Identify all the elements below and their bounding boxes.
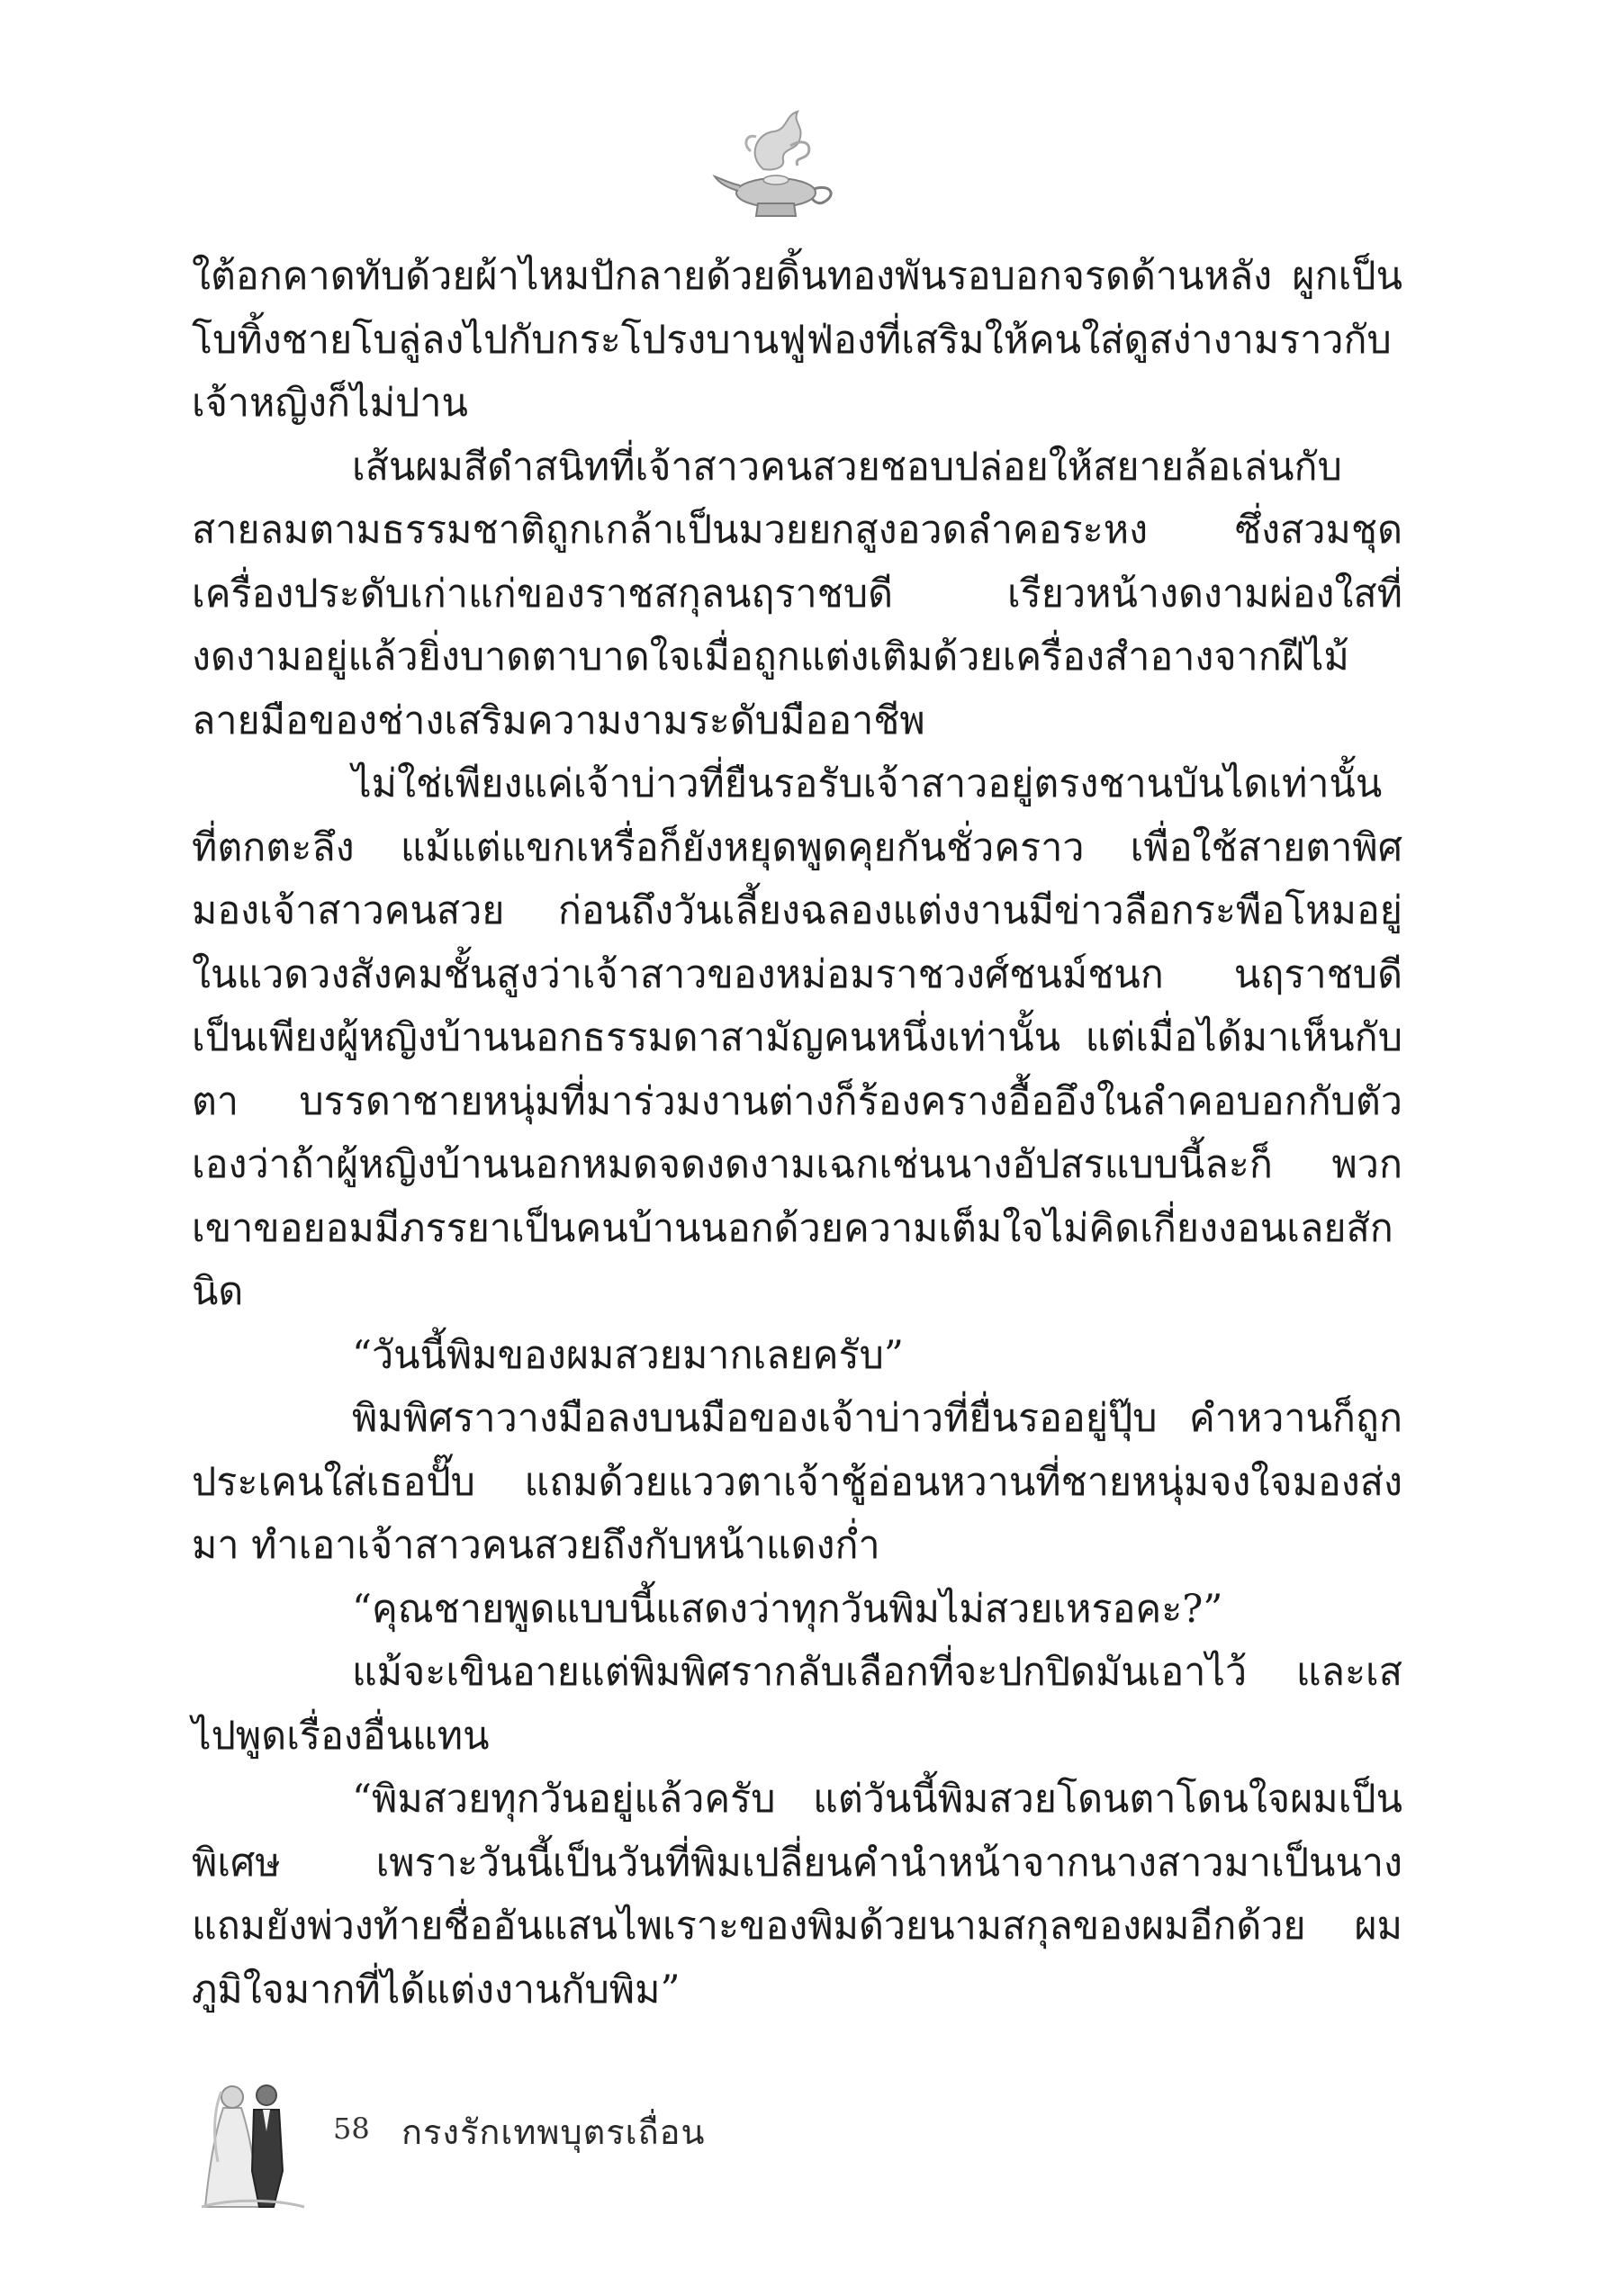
page-footer bbox=[196, 2072, 826, 2216]
lamp-smoke-icon bbox=[711, 106, 846, 232]
paragraph-1: ใต้อกคาดทับด้วยผ้าไหมปักลายด้วยดิ้นทองพันรอบอกจรดด้านหลัง ผูกเป็นโบทิ้งชายโบลู่ลงไปกับกระโปรงบานฟูฟ่องที่เสริมให้คนใส่ดูสง่างามราวกับเจ้าหญิงก็ไม่ปาน bbox=[192, 254, 1402, 426]
paragraph-4: “วันนี้พิมของผมสวยมากเลยครับ” bbox=[352, 1332, 904, 1378]
paragraph-6: “คุณชายพูดแบบนี้แสดงว่าทุกวันพิมไม่สวยเหรอคะ?” bbox=[352, 1586, 1223, 1632]
paragraph-2: เส้นผมสีดำสนิทที่เจ้าสาวคนสวยชอบปล่อยให้สยายล้อเล่นกับสายลมตามธรรมชาติถูกเกล้าเป็นมวยยกสูงอวดลำคอระหง ซึ่งสวมชุดเครื่องประดับเก่าแก่ของราชสกุลนฤราชบดี เรียวหน้างดงามผ่องใสที่งดงามอยู่แล้วยิ่งบาดตาบาดใจเมื่อถูกแต่งเติมด้วยเครื่องสำอางจากฝีไม้ลายมือของช่างเสริมความงามระดับมืออาชีพ bbox=[192, 444, 1402, 743]
paragraph-7: แม้จะเขินอายแต่พิมพิศรากลับเลือกที่จะปกปิดมันเอาไว้ และเสไปพูดเรื่องอื่นแทน bbox=[192, 1650, 1402, 1759]
paragraph-5: พิมพิศราวางมือลงบนมือของเจ้าบ่าวที่ยื่นรออยู่ปุ๊บ คำหวานก็ถูกประเคนใส่เธอปั๊บ แถมด้วยแววตาเจ้าชู้อ่อนหวานที่ชายหนุ่มจงใจมองส่งมา ทำเอาเจ้าสาวคนสวยถึงกับหน้าแดงก่ำ bbox=[192, 1396, 1402, 1568]
paragraph-3: ไม่ใช่เพียงแค่เจ้าบ่าวที่ยืนรอรับเจ้าสาวอยู่ตรงชานบันไดเท่านั้นที่ตกตะลึง แม้แต่แขกเหรื่อก็ยังหยุดพูดคุยกันชั่วคราว เพื่อใช้สายตาพิศมองเจ้าสาวคนสวย ก่อนถึงวันเลี้ยงฉลองแต่งงานมีข่าวลือกระพือโหมอยู่ในแวดวงสังคมชั้นสูงว่าเจ้าสาวของหม่อมราชวงศ์ชนม์ชนก นฤราชบดีเป็นเพียงผู้หญิงบ้านนอกธรรมดาสามัญคนหนึ่งเท่านั้น แต่เมื่อได้มาเห็นกับตา บรรดาชายหนุ่มที่มาร่วมงานต่างก็ร้องครางอื้ออึงในลำคอบอกกับตัวเองว่าถ้าผู้หญิงบ้านนอกหมดจดงดงามเฉกเช่นนางอัปสรแบบนี้ละก็ พวกเขาขอยอมมีภรรยาเป็นคนบ้านนอกด้วยความเต็มใจไม่คิดเกี่ยงงอนเลยสักนิด bbox=[192, 761, 1402, 1314]
paragraph-8: “พิมสวยทุกวันอยู่แล้วครับ แต่วันนี้พิมสวยโดนตาโดนใจผมเป็นพิเศษ เพราะวันนี้เป็นวันที่พิมเปลี่ยนคำนำหน้าจากนางสาวมาเป็นนาง แถมยังพ่วงท้ายชื่ออันแสนไพเราะของพิมด้วยนามสกุลของผมอีกด้วย ผมภูมิใจมากที่ได้แต่งงานกับพิม” bbox=[192, 1777, 1402, 2012]
bride-groom-icon bbox=[196, 2072, 313, 2216]
page-number: 58 bbox=[333, 2111, 370, 2146]
body-text bbox=[192, 245, 1402, 2021]
book-title: กรงรักเทพบุตรเถื่อน bbox=[401, 2112, 706, 2152]
